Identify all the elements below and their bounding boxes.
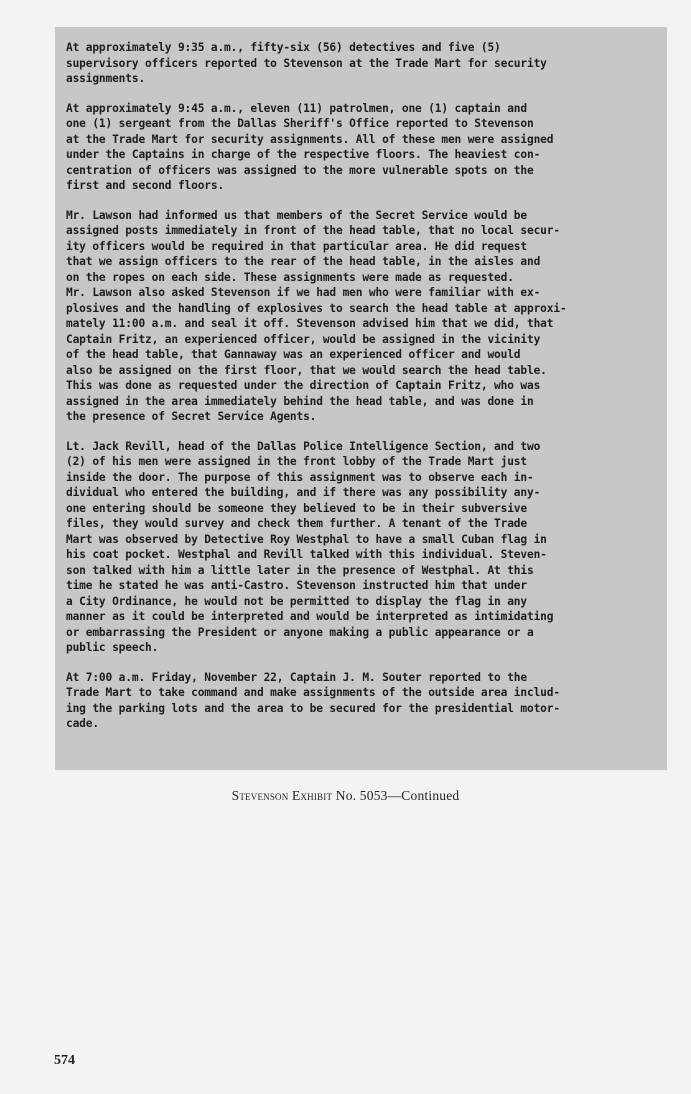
text-line: first and second floors. (66, 179, 225, 192)
exhibit-suffix: —Continued (387, 788, 460, 803)
text-line: that we assign officers to the rear of the head table, in the aisles and (66, 255, 541, 268)
text-line: his coat pocket. Westphal and Revill talked with this individual. Steven- (66, 548, 547, 561)
text-line: public speech. (66, 641, 159, 654)
paragraph-list (66, 40, 657, 732)
text-line: files, they would survey and check them further. A tenant of the Trade (66, 517, 527, 530)
text-line: plosives and the handling of explosives to search the head table at approxi- (66, 301, 567, 315)
text-line: Trade Mart to take command and make assignments of the outside area includ- (66, 686, 560, 699)
page-number: 574 (54, 1053, 75, 1068)
text-line: at the Trade Mart for security assignments. All of these men were assigned (66, 132, 554, 146)
text-line: the presence of Secret Service Agents. (66, 410, 317, 423)
text-line: one (1) sergeant from the Dallas Sheriff's Office reported to Stevenson (66, 117, 534, 130)
text-line: under the Captains in charge of the respective floors. The heaviest con- (66, 148, 541, 161)
text-line: ity officers would be required in that particular area. He did request (66, 239, 527, 253)
text-line: Mart was observed by Detective Roy Westphal to have a small Cuban flag in (66, 532, 547, 546)
scanned-typewritten-page (55, 27, 667, 770)
text-line: of the head table, that Gannaway was an experienced officer and would (66, 348, 521, 361)
paragraph (66, 670, 657, 732)
paragraph (66, 101, 657, 194)
text-line: At 7:00 a.m. Friday, November 22, Captain J. M. Souter reported to the (66, 670, 527, 684)
text-line: Mr. Lawson also asked Stevenson if we had men who were familiar with ex- (66, 286, 541, 299)
text-line: Captain Fritz, an experienced officer, would be assigned in the vicinity (66, 332, 541, 346)
text-line: assigned posts immediately in front of the head table, that no local secur- (66, 224, 560, 237)
paragraph (66, 439, 657, 656)
text-line: manner as it could be interpreted and would be interpreted as intimidating (66, 610, 554, 623)
exhibit-caption (0, 788, 691, 804)
text-line: Lt. Jack Revill, head of the Dallas Police Intelligence Section, and two (66, 439, 541, 453)
text-line: At approximately 9:45 a.m., eleven (11) patrolmen, one (1) captain and (66, 101, 527, 115)
paragraph (66, 208, 657, 425)
text-line: This was done as requested under the direction of Captain Fritz, who was (66, 379, 541, 392)
text-line: time he stated he was anti-Castro. Stevenson instructed him that under (66, 579, 527, 592)
text-line: one entering should be someone they believed to be in their subversive (66, 501, 527, 515)
text-line: ing the parking lots and the area to be secured for the presidential motor- (66, 701, 560, 715)
paragraph (66, 40, 657, 87)
text-line: At approximately 9:35 a.m., fifty-six (56) detectives and five (5) (66, 41, 501, 54)
text-line: assigned in the area immediately behind the head table, and was done in (66, 394, 534, 408)
exhibit-number: No. 5053 (335, 788, 388, 803)
text-line: supervisory officers reported to Stevenson at the Trade Mart for security (66, 56, 547, 70)
text-line: on the ropes on each side. These assignments were made as requested. (66, 270, 514, 284)
text-line: dividual who entered the building, and if there was any possibility any- (66, 486, 541, 499)
text-line: centration of officers was assigned to the more vulnerable spots on the (66, 163, 534, 177)
text-line: cade. (66, 717, 99, 730)
text-line: (2) of his men were assigned in the front lobby of the Trade Mart just (66, 455, 527, 468)
text-line: son talked with him a little later in the presence of Westphal. At this (66, 563, 534, 577)
exhibit-label: Stevenson Exhibit (231, 788, 333, 803)
text-line: a City Ordinance, he would not be permitted to display the flag in any (66, 594, 527, 608)
text-line: Mr. Lawson had informed us that members of the Secret Service would be (66, 208, 527, 222)
text-line: also be assigned on the first floor, that we would search the head table. (66, 363, 547, 377)
text-line: inside the door. The purpose of this assignment was to observe each in- (66, 470, 534, 484)
text-line: assignments. (66, 72, 146, 85)
text-line: or embarrassing the President or anyone making a public appearance or a (66, 625, 534, 639)
text-line: mately 11:00 a.m. and seal it off. Stevenson advised him that we did, that (66, 317, 554, 330)
